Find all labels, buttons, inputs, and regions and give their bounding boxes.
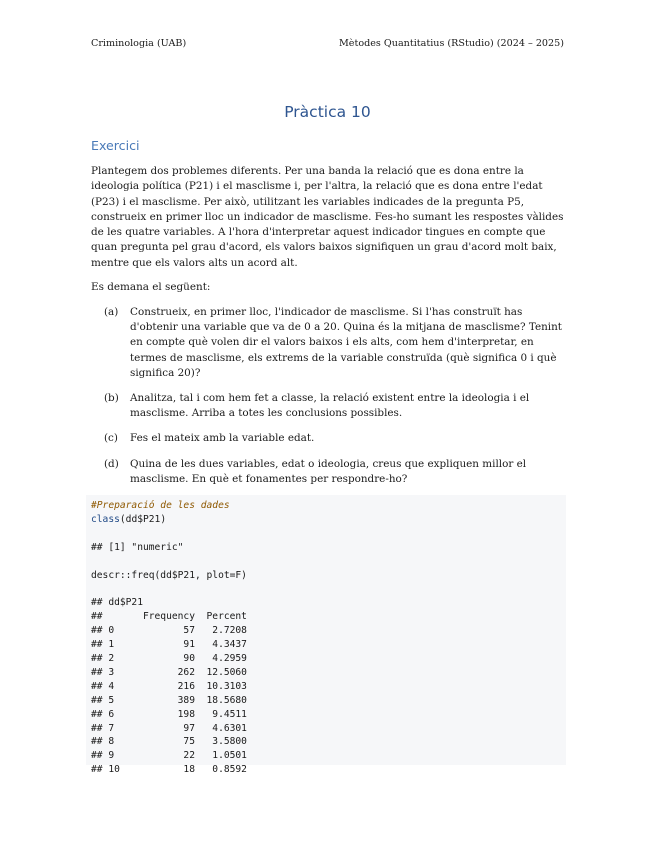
question-mark: (c) [104,432,118,445]
question-text: Construeix, en primer lloc, l'indicador de masclisme. Si l'has construït has d'obtenir una variable que va de 0 a 20. Quina és la mitjana de masclisme? Tenint en compte què volen dir el valors baixos i els alts, com hem d'interpretar, en termes de masclisme, els extrems de la variable construïda (què significa 0 i què significa 20)? [130,306,562,379]
question-item [104,305,566,381]
freq-row: ## 8 75 3.5800 [91,736,247,748]
freq-row: ## 5 389 18.5680 [91,694,247,706]
question-item [104,431,566,446]
question-list [104,305,566,497]
freq-row: ## 2 90 4.2959 [91,652,247,664]
code-comment: #Preparació de les dades [91,500,230,511]
freq-row: ## 7 97 4.6301 [91,722,247,734]
question-mark: (d) [104,457,119,470]
asks-paragraph: Es demana el següent: [91,281,211,293]
code-line-class-fn: class [91,513,120,525]
header-subject: Mètodes Quantitatius (RStudio) (2024 – 2025) [338,38,564,49]
question-text: Analitza, tal i com hem fet a classe, la relació existent entre la ideologia i el masclisme. Arriba a totes les conclusions possibles. [130,392,530,420]
question-mark: (a) [104,306,119,318]
freq-row: ## 0 57 2.7208 [91,625,247,637]
code-line-freq: descr::freq(dd$P21, plot=F) [91,569,247,581]
question-mark: (b) [104,392,119,405]
question-item [104,391,566,421]
freq-row: ## 9 22 1.0501 [91,750,247,762]
code-output-title: ## dd$P21 [91,597,143,609]
question-text: Fes el mateix amb la variable edat. [130,432,315,445]
freq-row: ## 4 216 10.3103 [91,680,247,692]
page-title: Pràctica 10 [284,103,371,121]
code-line-class-arg: (dd$P21) [119,513,167,525]
page-header [91,38,564,52]
question-item [104,457,566,487]
code-output-header: ## Frequency Percent [91,611,247,623]
code-content [86,495,566,777]
freq-row: ## 6 198 9.4511 [91,708,247,720]
freq-row: ## 1 91 4.3437 [91,639,247,651]
code-output-rows [91,625,247,775]
section-heading: Exercici [91,138,140,153]
header-course: Criminologia (UAB) [91,38,187,49]
intro-paragraph: Plantegem dos problemes diferents. Per una banda la relació que es dona entre la ideologia política (P21) i el masclisme i, per l'altra, la relació que es dona entre l'edat (P23) i el masclisme. Per això, utilitzant les variables indicades de la pregunta P5, construeix en primer lloc un indicador de masclisme. Fes-ho sumant les respostes vàlides de les quatre variables. A l'hora d'interpretar aquest indicador tingues en compte que quan pregunta pel grau d'acord, els valors baixos signifiquen un grau d'acord molt baix, mentre que els valors alts un acord alt. [91,165,564,269]
code-block [86,495,566,776]
freq-row: ## 3 262 12.5060 [91,666,247,678]
code-output-class: ## [1] "numeric" [91,541,184,553]
question-text: Quina de les dues variables, edat o ideologia, creus que expliquen millor el masclisme. En què et fonamentes per respondre-ho? [130,457,527,485]
freq-row: ## 10 18 0.8592 [91,764,247,776]
